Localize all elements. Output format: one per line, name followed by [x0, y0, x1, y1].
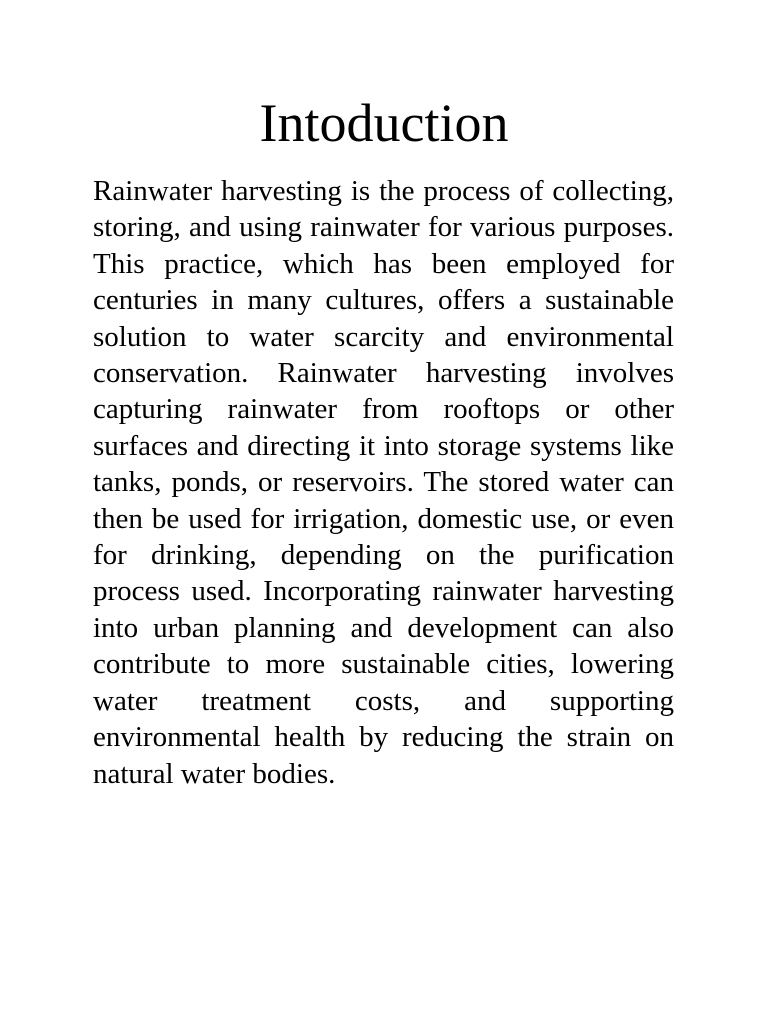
document-body-paragraph: Rainwater harvesting is the process of collecting, storing, and using rainwater for various purposes. This practice, which has been employed for centuries in many cultures, offers a sustainable solution to water scarcity and environmental conservation. Rainwater harvesting involves capturing rainwater from rooftops or other surfaces and directing it into storage systems like tanks, ponds, or reservoirs. The stored water can then be used for irrigation, domestic use, or even for drinking, depending on the purification process used. Incorporating rainwater harvesting into urban planning and development can also contribute to more sustainable cities, lowering water treatment costs, and supporting environmental health by reducing the strain on natural water bodies.	[93, 175, 674, 790]
document-title: Intoduction	[259, 93, 509, 153]
